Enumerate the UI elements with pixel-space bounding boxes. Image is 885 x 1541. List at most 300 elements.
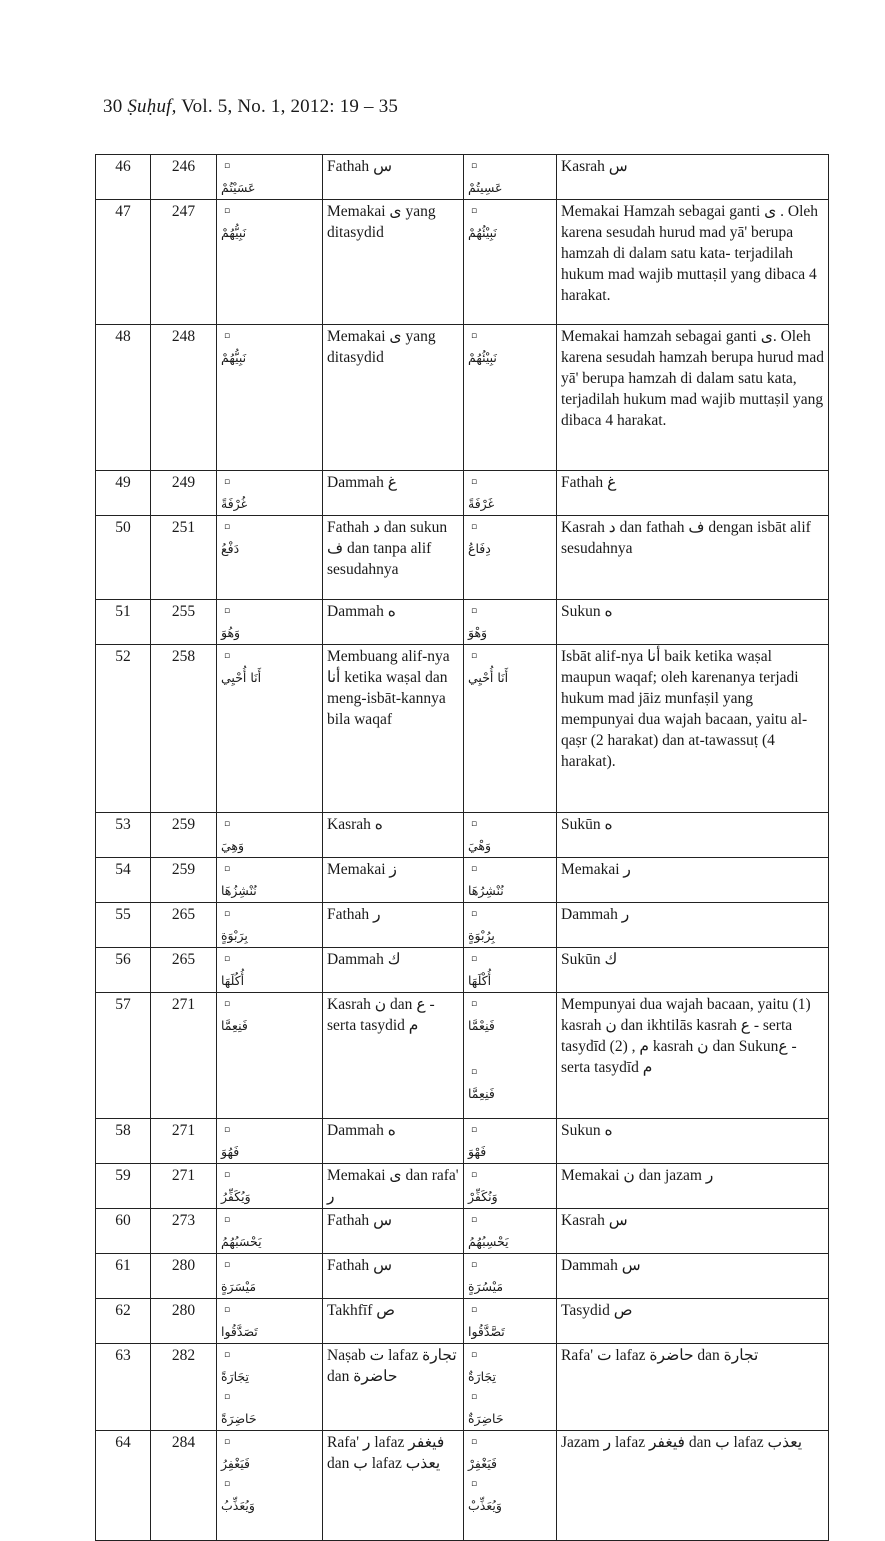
arabic-word: ▫ تِجَارَةٌ bbox=[468, 1345, 552, 1387]
ayat-number bbox=[151, 948, 217, 993]
description-2 bbox=[557, 858, 829, 903]
description-1 bbox=[323, 471, 464, 516]
row-number bbox=[96, 858, 151, 903]
ayat-number-text: 271 bbox=[171, 996, 196, 1013]
arabic-reading-1 bbox=[217, 325, 323, 471]
row-number-text: 56 bbox=[115, 951, 131, 968]
ayat-number bbox=[151, 1299, 217, 1344]
arabic-reading-2 bbox=[464, 200, 557, 325]
arabic-reading-2 bbox=[464, 1431, 557, 1541]
table-row bbox=[96, 200, 829, 325]
bullet-icon: ▫ bbox=[471, 1305, 478, 1315]
bullet-icon: ▫ bbox=[224, 1215, 231, 1225]
arabic-reading-1 bbox=[217, 1299, 323, 1344]
arabic-word: ▫ نُنْشِرُهَا bbox=[468, 859, 552, 901]
bullet-icon: ▫ bbox=[471, 522, 478, 532]
bullet-icon: ▫ bbox=[224, 1437, 231, 1447]
arabic-reading-2 bbox=[464, 903, 557, 948]
arabic-word: ▫ يَحْسَبُهُمُ bbox=[221, 1210, 318, 1252]
bullet-icon: ▫ bbox=[471, 1260, 478, 1270]
bullet-icon: ▫ bbox=[224, 651, 231, 661]
ayat-number-text: 248 bbox=[171, 328, 196, 345]
arabic-reading-1 bbox=[217, 600, 323, 645]
description-1 bbox=[323, 1119, 464, 1164]
arabic-reading-1 bbox=[217, 903, 323, 948]
arabic-word: ▫ وَهْوَ bbox=[468, 601, 552, 643]
arabic-word: ▫ وَيُعَذِّبُ bbox=[221, 1474, 318, 1516]
description-2 bbox=[557, 993, 829, 1119]
arabic-word: ▫ وَهُوَ bbox=[221, 601, 318, 643]
arabic-reading-2 bbox=[464, 1299, 557, 1344]
arabic-word: ▫ وَهْيَ bbox=[468, 814, 552, 856]
arabic-word: ▫ مَيْسُرَةٍ bbox=[468, 1255, 552, 1297]
description-2 bbox=[557, 1344, 829, 1431]
description-text: Dammah ه bbox=[327, 603, 396, 620]
page-number: 30 bbox=[103, 96, 123, 117]
arabic-word: ▫ نُنْشِزُهَا bbox=[221, 859, 318, 901]
arabic-word: ▫ فَيَغْفِرُ bbox=[221, 1432, 318, 1474]
table-row bbox=[96, 1299, 829, 1344]
bullet-icon: ▫ bbox=[471, 954, 478, 964]
description-text: Kasrah س bbox=[561, 158, 628, 175]
table-row bbox=[96, 1431, 829, 1541]
description-1 bbox=[323, 1299, 464, 1344]
bullet-icon: ▫ bbox=[224, 1260, 231, 1270]
description-1 bbox=[323, 1431, 464, 1541]
description-1 bbox=[323, 1254, 464, 1299]
description-1 bbox=[323, 858, 464, 903]
description-text: Tasydid ص bbox=[561, 1302, 633, 1319]
table-row bbox=[96, 516, 829, 600]
description-text: Sukūn ه bbox=[561, 816, 613, 833]
bullet-icon: ▫ bbox=[471, 206, 478, 216]
bullet-icon: ▫ bbox=[471, 651, 478, 661]
row-number-text: 60 bbox=[115, 1212, 131, 1229]
row-number bbox=[96, 813, 151, 858]
arabic-word: ▫ فَنِعِمَّا bbox=[468, 1062, 552, 1104]
description-text: Memakai ى yang ditasydid bbox=[327, 328, 436, 366]
ayat-number-text: 259 bbox=[171, 816, 196, 833]
bullet-icon: ▫ bbox=[471, 1350, 478, 1360]
ayat-number bbox=[151, 155, 217, 200]
bullet-icon: ▫ bbox=[471, 1067, 478, 1077]
row-number bbox=[96, 200, 151, 325]
arabic-word: ▫ وَنُكَفِّرْ bbox=[468, 1165, 552, 1207]
description-text: Memakai ى dan rafa' ر bbox=[327, 1167, 459, 1205]
ayat-number bbox=[151, 645, 217, 813]
bullet-icon: ▫ bbox=[224, 909, 231, 919]
row-number bbox=[96, 155, 151, 200]
row-number bbox=[96, 1299, 151, 1344]
bullet-icon: ▫ bbox=[471, 1437, 478, 1447]
bullet-icon: ▫ bbox=[224, 864, 231, 874]
description-1 bbox=[323, 813, 464, 858]
description-2 bbox=[557, 1431, 829, 1541]
arabic-word: ▫ فَهْوَ bbox=[468, 1120, 552, 1162]
description-1 bbox=[323, 1209, 464, 1254]
bullet-icon: ▫ bbox=[471, 1479, 478, 1489]
ayat-number bbox=[151, 1254, 217, 1299]
table-row bbox=[96, 858, 829, 903]
arabic-word: ▫ أُكُلَهَا bbox=[221, 949, 318, 991]
description-text: Fathah س bbox=[327, 158, 392, 175]
bullet-icon: ▫ bbox=[471, 819, 478, 829]
description-1 bbox=[323, 645, 464, 813]
description-text: Fathah غ bbox=[561, 474, 617, 491]
arabic-word: ▫ بِرُبْوَةٍ bbox=[468, 904, 552, 946]
arabic-word: ▫ وَيُكَفِّرُ bbox=[221, 1165, 318, 1207]
row-number-text: 57 bbox=[115, 996, 131, 1013]
arabic-reading-2 bbox=[464, 813, 557, 858]
bullet-icon: ▫ bbox=[471, 909, 478, 919]
bullet-icon: ▫ bbox=[471, 477, 478, 487]
table-row bbox=[96, 948, 829, 993]
table-row bbox=[96, 993, 829, 1119]
arabic-reading-2 bbox=[464, 858, 557, 903]
bullet-icon: ▫ bbox=[224, 819, 231, 829]
arabic-word: ▫ فَهُوَ bbox=[221, 1120, 318, 1162]
description-text: Dammah ك bbox=[327, 951, 401, 968]
row-number-text: 54 bbox=[115, 861, 131, 878]
bullet-icon: ▫ bbox=[224, 1170, 231, 1180]
description-text: Sukun ه bbox=[561, 603, 613, 620]
description-text: Dammah ر bbox=[561, 906, 630, 923]
arabic-reading-2 bbox=[464, 1344, 557, 1431]
description-1 bbox=[323, 200, 464, 325]
description-text: Dammah س bbox=[561, 1257, 641, 1274]
ayat-number-text: 271 bbox=[171, 1167, 196, 1184]
table-row bbox=[96, 645, 829, 813]
description-text: Jazam ر lafaz فيغفر dan ب lafaz يعذب bbox=[561, 1434, 803, 1451]
arabic-word: ▫ أَنَا أُحْيِي bbox=[221, 646, 318, 688]
row-number-text: 47 bbox=[115, 203, 131, 220]
arabic-word: ▫ تَصَدَّقُوا bbox=[221, 1300, 318, 1342]
bullet-icon: ▫ bbox=[224, 1479, 231, 1489]
arabic-word: ▫ مَيْسَرَةٍ bbox=[221, 1255, 318, 1297]
table-row bbox=[96, 1344, 829, 1431]
ayat-number-text: 265 bbox=[171, 951, 196, 968]
description-1 bbox=[323, 516, 464, 600]
arabic-reading-2 bbox=[464, 1119, 557, 1164]
row-number-text: 46 bbox=[115, 158, 131, 175]
arabic-reading-1 bbox=[217, 1209, 323, 1254]
arabic-reading-2 bbox=[464, 1254, 557, 1299]
arabic-reading-2 bbox=[464, 993, 557, 1119]
row-number-text: 53 bbox=[115, 816, 131, 833]
row-number bbox=[96, 1431, 151, 1541]
description-text: Memakai Hamzah sebagai ganti ى . Oleh karena sesudah hurud mad yā' berupa hamzah di dalam satu kata- terjadilah hukum mad wajib muttaṣil yang dibaca 4 harakat. bbox=[561, 203, 819, 304]
bullet-icon: ▫ bbox=[224, 1125, 231, 1135]
ayat-number-text: 247 bbox=[171, 203, 196, 220]
description-2 bbox=[557, 155, 829, 200]
arabic-word: ▫ عَسَيْتُمْ bbox=[221, 156, 318, 198]
arabic-word: ▫ أَنَا أُحْيِي bbox=[468, 646, 552, 688]
row-number bbox=[96, 516, 151, 600]
row-number bbox=[96, 325, 151, 471]
arabic-word: ▫ أُكْلَهَا bbox=[468, 949, 552, 991]
description-text: Memakai ن dan jazam ر bbox=[561, 1167, 714, 1184]
arabic-word: ▫ حَاضِرَةٌ bbox=[468, 1387, 552, 1429]
description-text: Fathah س bbox=[327, 1212, 392, 1229]
ayat-number bbox=[151, 471, 217, 516]
description-1 bbox=[323, 1344, 464, 1431]
table-body bbox=[96, 155, 829, 1541]
description-text: Takhfīf ص bbox=[327, 1302, 396, 1319]
description-text: Memakai ى yang ditasydid bbox=[327, 203, 436, 241]
description-2 bbox=[557, 1254, 829, 1299]
description-2 bbox=[557, 813, 829, 858]
arabic-reading-1 bbox=[217, 645, 323, 813]
table-row bbox=[96, 600, 829, 645]
arabic-reading-2 bbox=[464, 600, 557, 645]
ayat-number-text: 251 bbox=[171, 519, 196, 536]
bullet-icon: ▫ bbox=[471, 999, 478, 1009]
ayat-number bbox=[151, 325, 217, 471]
table-row bbox=[96, 325, 829, 471]
ayat-number-text: 282 bbox=[171, 1347, 196, 1364]
arabic-word: ▫ نَبِيُّهُمْ bbox=[221, 201, 318, 243]
arabic-reading-1 bbox=[217, 1164, 323, 1209]
bullet-icon: ▫ bbox=[471, 1392, 478, 1402]
arabic-reading-1 bbox=[217, 471, 323, 516]
ayat-number bbox=[151, 1431, 217, 1541]
description-2 bbox=[557, 948, 829, 993]
row-number bbox=[96, 903, 151, 948]
ayat-number-text: 280 bbox=[171, 1302, 196, 1319]
table-row bbox=[96, 903, 829, 948]
description-2 bbox=[557, 1209, 829, 1254]
row-number bbox=[96, 948, 151, 993]
description-text: Memakai ز bbox=[327, 861, 397, 878]
description-text: Sukūn ك bbox=[561, 951, 618, 968]
table-row bbox=[96, 1254, 829, 1299]
arabic-word: ▫ نَبِيُّهُمْ bbox=[221, 326, 318, 368]
description-2 bbox=[557, 600, 829, 645]
bullet-icon: ▫ bbox=[224, 522, 231, 532]
ayat-number bbox=[151, 858, 217, 903]
row-number-text: 61 bbox=[115, 1257, 131, 1274]
arabic-word: ▫ حَاضِرَةً bbox=[221, 1387, 318, 1429]
variant-readings-table bbox=[95, 154, 829, 1541]
ayat-number bbox=[151, 813, 217, 858]
description-text: Memakai hamzah sebagai ganti ى. Oleh karena sesudah hamzah berupa hurud mad yā' berupa hamzah di dalam satu kata, terjadilah hukum mad wajib muttaṣil yang dibaca 4 harakat. bbox=[561, 328, 824, 429]
row-number bbox=[96, 471, 151, 516]
table-row bbox=[96, 1209, 829, 1254]
table-row bbox=[96, 1164, 829, 1209]
arabic-reading-1 bbox=[217, 993, 323, 1119]
ayat-number bbox=[151, 1344, 217, 1431]
description-2 bbox=[557, 645, 829, 813]
description-text: Kasrah ه bbox=[327, 816, 383, 833]
description-2 bbox=[557, 471, 829, 516]
description-text: Isbāt alif-nya أنا baik ketika waṣal maupun waqaf; oleh karenanya terjadi hukum mad jāiz munfaṣil yang mempunyai dua wajah bacaan, yaitu al-qaṣr (2 harakat) dan at-tawassuṭ (4 harakat). bbox=[561, 648, 808, 770]
arabic-word: ▫ دَفْعُ bbox=[221, 517, 318, 559]
description-1 bbox=[323, 948, 464, 993]
row-number bbox=[96, 1164, 151, 1209]
description-2 bbox=[557, 903, 829, 948]
row-number bbox=[96, 993, 151, 1119]
description-2 bbox=[557, 200, 829, 325]
ayat-number-text: 280 bbox=[171, 1257, 196, 1274]
arabic-word: ▫ بِرَبْوَةٍ bbox=[221, 904, 318, 946]
row-number bbox=[96, 645, 151, 813]
row-number-text: 59 bbox=[115, 1167, 131, 1184]
ayat-number-text: 246 bbox=[171, 158, 196, 175]
arabic-reading-2 bbox=[464, 516, 557, 600]
description-1 bbox=[323, 155, 464, 200]
ayat-number bbox=[151, 1164, 217, 1209]
bullet-icon: ▫ bbox=[471, 864, 478, 874]
table-row bbox=[96, 1119, 829, 1164]
row-number-text: 48 bbox=[115, 328, 131, 345]
bullet-icon: ▫ bbox=[471, 161, 478, 171]
page-header bbox=[103, 96, 398, 118]
description-1 bbox=[323, 325, 464, 471]
bullet-icon: ▫ bbox=[471, 1170, 478, 1180]
description-text: Membuang alif-nya أنا ketika waṣal dan meng-isbāt-kannya bila waqaf bbox=[327, 648, 450, 728]
row-number-text: 58 bbox=[115, 1122, 131, 1139]
arabic-reading-1 bbox=[217, 1431, 323, 1541]
bullet-icon: ▫ bbox=[224, 1392, 231, 1402]
ayat-number-text: 284 bbox=[171, 1434, 196, 1451]
ayat-number bbox=[151, 200, 217, 325]
arabic-word: ▫ دِفَاعُ bbox=[468, 517, 552, 559]
row-number bbox=[96, 1344, 151, 1431]
arabic-word: ▫ فَيَغْفِرْ bbox=[468, 1432, 552, 1474]
table-row bbox=[96, 813, 829, 858]
description-1 bbox=[323, 1164, 464, 1209]
description-text: Rafa' ر lafaz فيغفر dan ب lafaz يعذب bbox=[327, 1434, 445, 1472]
arabic-reading-2 bbox=[464, 155, 557, 200]
bullet-icon: ▫ bbox=[224, 999, 231, 1009]
arabic-reading-2 bbox=[464, 471, 557, 516]
arabic-word: ▫ تَصَّدَّقُوا bbox=[468, 1300, 552, 1342]
arabic-word: ▫ وَيُعَذِّبْ bbox=[468, 1474, 552, 1516]
description-text: Kasrah د dan fathah ف dengan isbāt alif sesudahnya bbox=[561, 519, 811, 557]
arabic-word: ▫ غُرْفَةً bbox=[221, 472, 318, 514]
journal-title: Ṣuḥuf, bbox=[127, 96, 177, 117]
description-text: Fathah س bbox=[327, 1257, 392, 1274]
ayat-number-text: 273 bbox=[171, 1212, 196, 1229]
ayat-number-text: 249 bbox=[171, 474, 196, 491]
bullet-icon: ▫ bbox=[224, 954, 231, 964]
row-number bbox=[96, 600, 151, 645]
arabic-word: ▫ غَرْفَةً bbox=[468, 472, 552, 514]
ayat-number bbox=[151, 1209, 217, 1254]
description-1 bbox=[323, 993, 464, 1119]
description-text: Fathah د dan sukun ف dan tanpa alif sesudahnya bbox=[327, 519, 448, 578]
arabic-reading-2 bbox=[464, 1209, 557, 1254]
journal-citation: Vol. 5, No. 1, 2012: 19 – 35 bbox=[181, 96, 399, 117]
bullet-icon: ▫ bbox=[224, 331, 231, 341]
ayat-number-text: 258 bbox=[171, 648, 196, 665]
description-text: Kasrah ن dan ع - serta tasydid م bbox=[327, 996, 435, 1034]
description-text: Naṣab ت lafaz تجارة dan حاضرة bbox=[327, 1347, 457, 1385]
row-number bbox=[96, 1209, 151, 1254]
arabic-reading-2 bbox=[464, 645, 557, 813]
ayat-number bbox=[151, 600, 217, 645]
description-text: Rafa' ت lafaz حاضرة dan تجارة bbox=[561, 1347, 759, 1364]
description-2 bbox=[557, 1119, 829, 1164]
bullet-icon: ▫ bbox=[224, 161, 231, 171]
row-number-text: 62 bbox=[115, 1302, 131, 1319]
arabic-reading-1 bbox=[217, 516, 323, 600]
arabic-reading-1 bbox=[217, 1119, 323, 1164]
row-number-text: 63 bbox=[115, 1347, 131, 1364]
bullet-icon: ▫ bbox=[224, 1305, 231, 1315]
arabic-word: ▫ نَبِيْئُهُمْ bbox=[468, 201, 552, 243]
arabic-reading-1 bbox=[217, 1254, 323, 1299]
arabic-word: ▫ عَسِيتُمْ bbox=[468, 156, 552, 198]
ayat-number-text: 255 bbox=[171, 603, 196, 620]
bullet-icon: ▫ bbox=[224, 1350, 231, 1360]
description-text: Mempunyai dua wajah bacaan, yaitu (1) kasrah ن dan ikhtilās kasrah ع - serta tasydīd م , (2) kasrah ن dan Sukunع - serta tasydīd م bbox=[561, 996, 811, 1076]
row-number bbox=[96, 1254, 151, 1299]
arabic-word: ▫ نَبِيْئُهُمْ bbox=[468, 326, 552, 368]
description-text: Dammah ه bbox=[327, 1122, 396, 1139]
arabic-word: ▫ تِجَارَةً bbox=[221, 1345, 318, 1387]
row-number-text: 55 bbox=[115, 906, 131, 923]
description-2 bbox=[557, 516, 829, 600]
arabic-word: ▫ يَحْسِبُهُمُ bbox=[468, 1210, 552, 1252]
arabic-reading-1 bbox=[217, 200, 323, 325]
description-text: Kasrah س bbox=[561, 1212, 628, 1229]
description-text: Dammah غ bbox=[327, 474, 397, 491]
bullet-icon: ▫ bbox=[224, 206, 231, 216]
ayat-number bbox=[151, 993, 217, 1119]
arabic-reading-2 bbox=[464, 1164, 557, 1209]
description-2 bbox=[557, 325, 829, 471]
arabic-reading-2 bbox=[464, 325, 557, 471]
row-number-text: 50 bbox=[115, 519, 131, 536]
arabic-reading-1 bbox=[217, 813, 323, 858]
arabic-word: ▫ وَهِيَ bbox=[221, 814, 318, 856]
row-number-text: 51 bbox=[115, 603, 131, 620]
ayat-number bbox=[151, 516, 217, 600]
bullet-icon: ▫ bbox=[471, 606, 478, 616]
ayat-number-text: 259 bbox=[171, 861, 196, 878]
description-1 bbox=[323, 903, 464, 948]
ayat-number-text: 271 bbox=[171, 1122, 196, 1139]
description-1 bbox=[323, 600, 464, 645]
bullet-icon: ▫ bbox=[224, 606, 231, 616]
description-text: Fathah ر bbox=[327, 906, 381, 923]
row-number-text: 49 bbox=[115, 474, 131, 491]
arabic-word: ▫ فَنِعْمَّا bbox=[468, 994, 552, 1036]
description-2 bbox=[557, 1299, 829, 1344]
table-row bbox=[96, 155, 829, 200]
ayat-number bbox=[151, 1119, 217, 1164]
arabic-reading-1 bbox=[217, 1344, 323, 1431]
description-text: Sukun ه bbox=[561, 1122, 613, 1139]
row-number bbox=[96, 1119, 151, 1164]
row-number-text: 64 bbox=[115, 1434, 131, 1451]
bullet-icon: ▫ bbox=[471, 1215, 478, 1225]
bullet-icon: ▫ bbox=[471, 331, 478, 341]
description-text: Memakai ر bbox=[561, 861, 631, 878]
row-number-text: 52 bbox=[115, 648, 131, 665]
arabic-reading-1 bbox=[217, 858, 323, 903]
ayat-number-text: 265 bbox=[171, 906, 196, 923]
arabic-reading-2 bbox=[464, 948, 557, 993]
arabic-word: ▫ فَنِعِمَّا bbox=[221, 994, 318, 1036]
bullet-icon: ▫ bbox=[224, 477, 231, 487]
table-row bbox=[96, 471, 829, 516]
arabic-reading-1 bbox=[217, 155, 323, 200]
ayat-number bbox=[151, 903, 217, 948]
arabic-reading-1 bbox=[217, 948, 323, 993]
bullet-icon: ▫ bbox=[471, 1125, 478, 1135]
